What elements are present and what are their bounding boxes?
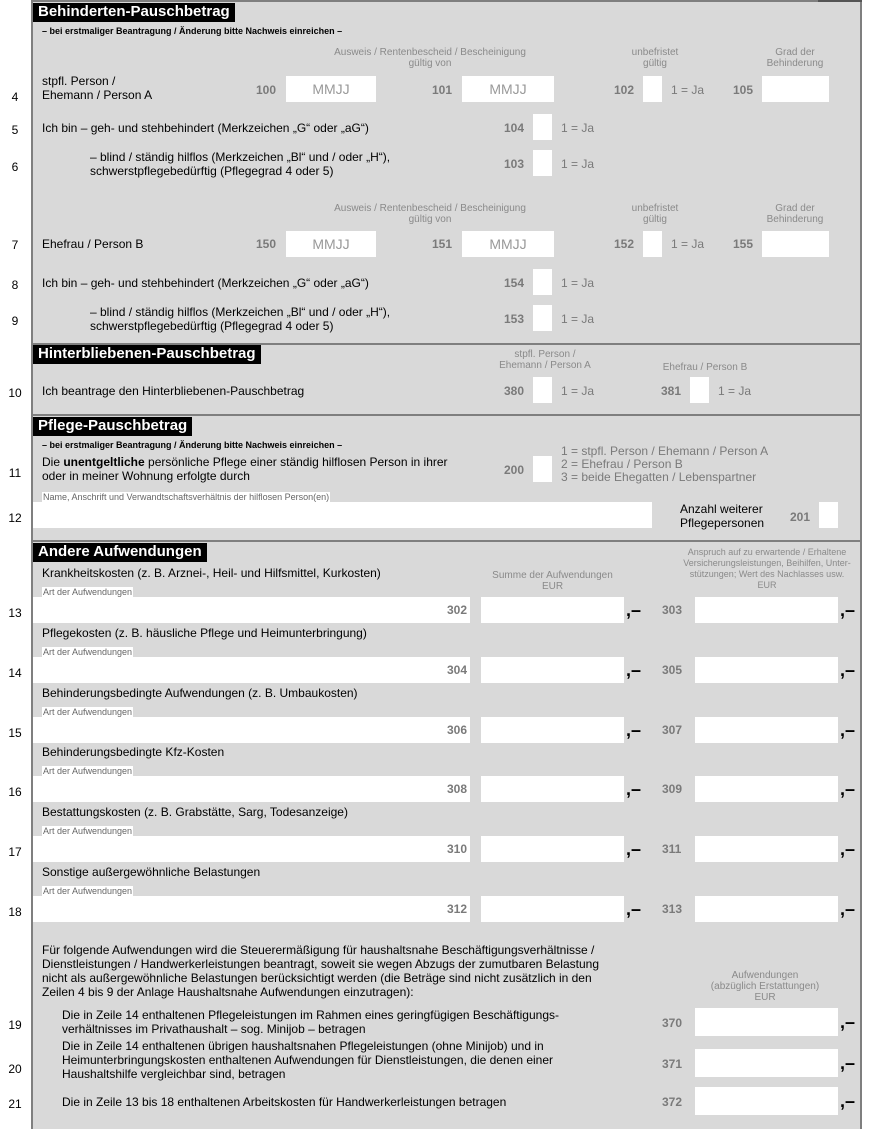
top-border	[31, 0, 862, 2]
line-number: 7	[11, 238, 19, 252]
col-header-grad-b: Grad der Behinderung	[766, 203, 824, 225]
row-label-minijob: Die in Zeile 14 enthaltenen Pflegeleistungen im Rahmen eines geringfügigen Beschäftigungs- verhältnisses im Privathaushalt – sog. Minijob – betragen	[62, 1008, 559, 1036]
valid-until-input-b[interactable]: MMJJ	[462, 231, 554, 257]
row-label-pflege: Die unentgeltliche persönliche Pflege einer ständig hilflosen Person in ihrer	[42, 455, 448, 469]
anspruch-amount-input[interactable]	[695, 657, 838, 683]
summe-amount-input[interactable]	[481, 597, 624, 623]
line-number: 16	[8, 785, 22, 799]
line-number: 18	[8, 905, 22, 919]
valid-from-input-b[interactable]: MMJJ	[286, 231, 376, 257]
cents-mark: ,–	[840, 720, 856, 740]
field-code: 105	[733, 83, 754, 97]
field-code: 381	[661, 384, 682, 398]
field-label-art: Art der Aufwendungen	[43, 647, 133, 657]
valid-until-input-a[interactable]: MMJJ	[462, 76, 554, 102]
unlimited-checkbox-b[interactable]	[643, 231, 662, 257]
line-number: 12	[8, 511, 22, 525]
cents-mark: ,–	[840, 1091, 856, 1111]
field-code: 103	[504, 157, 525, 171]
row-label-pflegeleistungen: Die in Zeile 14 enthaltenen übrigen haushaltsnahen Pflegeleistungen (ohne Minijob) und in Heimunterbringungskosten enthaltenen Aufwendungen für Dienstleistungen, die denen einer Haushaltshilfe vergleichbar sind, betragen	[62, 1039, 554, 1081]
summe-amount-input[interactable]	[481, 657, 624, 683]
line-number: 19	[8, 1018, 22, 1032]
field-label-art: Art der Aufwendungen	[43, 766, 133, 776]
anspruch-amount-input[interactable]	[695, 896, 838, 922]
field-code: 102	[614, 83, 635, 97]
ja-hint: 1 = Ja	[671, 237, 705, 251]
summe-amount-input[interactable]	[481, 717, 624, 743]
cents-mark: ,–	[840, 839, 856, 859]
section-divider	[31, 540, 862, 542]
col-header-anspruch: Anspruch auf zu erwartende / Erhaltene Versicherungsleistungen, Beihilfen, Unter- stützungen; Wert des Nachlasses usw. EUR	[683, 547, 851, 590]
top-border-mark	[818, 0, 862, 2]
cents-mark: ,–	[840, 899, 856, 919]
art-der-aufwendungen-input[interactable]	[33, 657, 470, 683]
cost-row-label: Pflegekosten (z. B. häusliche Pflege und Heimunterbringung)	[42, 626, 367, 640]
field-code: 309	[662, 782, 683, 796]
geh-steh-checkbox-b[interactable]	[533, 269, 552, 295]
disability-degree-input-b[interactable]	[762, 231, 829, 257]
art-der-aufwendungen-input[interactable]	[33, 896, 470, 922]
pflege-person-input[interactable]	[533, 456, 552, 482]
cents-mark: ,–	[626, 779, 642, 799]
cents-mark: ,–	[626, 600, 642, 620]
row-label-geh-steh-a: Ich bin – geh- und stehbehindert (Merkzeichen „G“ oder „aG“)	[42, 121, 369, 135]
row-label-handwerker: Die in Zeile 13 bis 18 enthaltenen Arbeitskosten für Handwerkerleistungen betragen	[62, 1095, 507, 1109]
field-code: 303	[662, 603, 683, 617]
field-code: 371	[662, 1057, 683, 1071]
col-header-aufwendungen: Aufwendungen (abzüglich Erstattungen) EUR	[710, 970, 820, 1003]
cents-mark: ,–	[840, 660, 856, 680]
field-code: 305	[662, 663, 683, 677]
col-header-gueltig-von-b: Ausweis / Rentenbescheid / Bescheinigung gültig von	[334, 203, 526, 225]
disability-degree-input-a[interactable]	[762, 76, 829, 102]
anspruch-amount-input[interactable]	[695, 717, 838, 743]
cents-mark: ,–	[840, 779, 856, 799]
cost-row-label: Krankheitskosten (z. B. Arznei-, Heil- und Hilfsmittel, Kurkosten)	[42, 566, 381, 580]
line-number: 21	[8, 1097, 22, 1111]
col-header-grad: Grad der Behinderung	[766, 47, 824, 69]
field-label-art: Art der Aufwendungen	[43, 886, 133, 896]
field-code: 200	[504, 463, 525, 477]
ja-hint: 1 = Ja	[561, 121, 595, 135]
field-label-art: Art der Aufwendungen	[43, 587, 133, 597]
ja-hint: 1 = Ja	[561, 157, 595, 171]
ja-hint: 1 = Ja	[561, 276, 595, 290]
section-title-hinterbliebenen: Hinterbliebenen-Pauschbetrag	[33, 345, 261, 364]
col-header-stpfl: stpfl. Person / Ehemann / Person A	[499, 349, 591, 371]
cents-mark: ,–	[840, 1012, 856, 1032]
field-code: 308	[447, 782, 468, 796]
field-code: 311	[662, 842, 682, 856]
pflegeleistungen-amount-input[interactable]	[695, 1049, 838, 1077]
field-code: 101	[432, 83, 453, 97]
line-number: 5	[11, 123, 19, 137]
cents-mark: ,–	[626, 720, 642, 740]
minijob-amount-input[interactable]	[695, 1008, 838, 1036]
col-header-gueltig-von: Ausweis / Rentenbescheid / Bescheinigung gültig von	[334, 47, 526, 69]
section-title-pflege: Pflege-Pauschbetrag	[33, 417, 192, 436]
section-subtitle-behinderten: – bei erstmaliger Beantragung / Änderung bitte Nachweis einreichen –	[42, 26, 343, 36]
row-label-pflege-line2: oder in meiner Wohnung erfolgte durch	[42, 469, 250, 483]
weitere-pflegepersonen-input[interactable]	[819, 502, 838, 528]
section-subtitle-pflege: – bei erstmaliger Beantragung / Änderung bitte Nachweis einreichen –	[42, 440, 343, 450]
field-code: 302	[447, 603, 468, 617]
line-number: 20	[8, 1062, 22, 1076]
cents-mark: ,–	[626, 899, 642, 919]
field-code: 370	[662, 1016, 683, 1030]
ja-hint: 1 = Ja	[561, 384, 595, 398]
field-code: 313	[662, 902, 683, 916]
anspruch-amount-input[interactable]	[695, 836, 838, 862]
field-code: 151	[432, 237, 453, 251]
anspruch-amount-input[interactable]	[695, 776, 838, 802]
cost-row-label: Behinderungsbedingte Aufwendungen (z. B. Umbaukosten)	[42, 686, 358, 700]
cents-mark: ,–	[840, 1053, 856, 1073]
line-number: 11	[8, 466, 22, 480]
field-code: 153	[504, 312, 525, 326]
row-label-person-b: Ehefrau / Person B	[42, 237, 144, 251]
hinterbliebenen-checkbox-b[interactable]	[690, 377, 709, 403]
field-code: 100	[256, 83, 277, 97]
ja-hint: 1 = Ja	[718, 384, 752, 398]
cost-row-label: Behinderungsbedingte Kfz-Kosten	[42, 745, 225, 759]
field-code: 150	[256, 237, 277, 251]
line-number: 17	[8, 845, 22, 859]
cents-mark: ,–	[626, 660, 642, 680]
line-number: 4	[11, 90, 19, 104]
cents-mark: ,–	[840, 600, 856, 620]
intro-text: Für folgende Aufwendungen wird die Steuerermäßigung für haushaltsnahe Beschäftigungsverhältnisse / Dienstleistungen / Handwerkerleistungen beantragt, soweit sie wegen Abzugs der zumutbaren Belastung nicht als außergewöhnliche Belastungen berücksichtigt werden (die Beträge sind nicht zusätzlich in den Zeilen 4 bis 9 der Anlage Haushaltsnahe Aufwendungen einzutragen):	[42, 943, 600, 999]
summe-amount-input[interactable]	[481, 836, 624, 862]
art-der-aufwendungen-input[interactable]	[33, 597, 470, 623]
col-header-unbefristet-b: unbefristet gültig	[631, 203, 679, 225]
row-label-hinterbliebenen: Ich beantrage den Hinterbliebenen-Pauschbetrag	[42, 384, 305, 398]
field-code: 306	[447, 723, 468, 737]
valid-from-input-a[interactable]: MMJJ	[286, 76, 376, 102]
geh-steh-checkbox-a[interactable]	[533, 114, 552, 140]
handwerker-amount-input[interactable]	[695, 1087, 838, 1115]
section-title-andere: Andere Aufwendungen	[33, 543, 207, 562]
line-number: 9	[11, 314, 19, 328]
field-code: 312	[447, 902, 468, 916]
row-label-blind-a: – blind / ständig hilflos (Merkzeichen „Bl“ und / oder „H“), schwerstpflegebedürftig (Pflegegrad 4 oder 5)	[90, 150, 391, 178]
row-label-geh-steh-b: Ich bin – geh- und stehbehindert (Merkzeichen „G“ oder „aG“)	[42, 276, 369, 290]
blind-checkbox-a[interactable]	[533, 150, 552, 176]
field-label-hilflose-person: Name, Anschrift und Verwandtschaftsverhältnis der hilflosen Person(en)	[43, 492, 330, 502]
ja-hint: 1 = Ja	[561, 312, 595, 326]
art-der-aufwendungen-input[interactable]	[33, 717, 470, 743]
field-label-art: Art der Aufwendungen	[43, 826, 133, 836]
field-code: 201	[790, 510, 811, 524]
col-header-unbefristet: unbefristet gültig	[631, 47, 679, 69]
ja-hint: 1 = Ja	[671, 83, 705, 97]
summe-amount-input[interactable]	[481, 896, 624, 922]
col-header-ehefrau: Ehefrau / Person B	[662, 362, 748, 373]
line-number: 13	[8, 606, 22, 620]
line-number: 6	[11, 160, 19, 174]
field-code: 372	[662, 1095, 683, 1109]
section-divider	[31, 414, 862, 416]
section-title-behinderten: Behinderten-Pauschbetrag	[33, 3, 235, 22]
blind-checkbox-b[interactable]	[533, 305, 552, 331]
field-code: 310	[447, 842, 468, 856]
pflege-options: 1 = stpfl. Person / Ehemann / Person A 2 = Ehefrau / Person B 3 = beide Ehegatten / Lebenspartner	[561, 444, 769, 484]
line-number: 15	[8, 726, 22, 740]
cost-row-label: Sonstige außergewöhnliche Belastungen	[42, 865, 261, 879]
row-label-person-a: stpfl. Person / Ehemann / Person A	[42, 74, 153, 102]
hinterbliebenen-checkbox-a[interactable]	[533, 377, 552, 403]
art-der-aufwendungen-input[interactable]	[33, 776, 470, 802]
field-code: 380	[504, 384, 525, 398]
row-label-blind-b: – blind / ständig hilflos (Merkzeichen „Bl“ und / oder „H“), schwerstpflegebedürftig (Pflegegrad 4 oder 5)	[90, 305, 391, 333]
field-code: 307	[662, 723, 683, 737]
field-code: 152	[614, 237, 635, 251]
line-number: 14	[8, 666, 22, 680]
cost-row-label: Bestattungskosten (z. B. Grabstätte, Sarg, Todesanzeige)	[42, 805, 348, 819]
line-number: 10	[8, 386, 22, 400]
cents-mark: ,–	[626, 839, 642, 859]
field-code: 154	[504, 276, 525, 290]
row-label-weitere-pflegepersonen: Anzahl weiterer Pflegepersonen	[680, 502, 765, 530]
field-code: 155	[733, 237, 754, 251]
col-header-summe: Summe der Aufwendungen EUR	[492, 570, 613, 592]
field-code: 304	[447, 663, 468, 677]
art-der-aufwendungen-input[interactable]	[33, 836, 470, 862]
hilflose-person-input[interactable]	[33, 502, 652, 528]
field-code: 104	[504, 121, 525, 135]
summe-amount-input[interactable]	[481, 776, 624, 802]
anspruch-amount-input[interactable]	[695, 597, 838, 623]
unlimited-checkbox-a[interactable]	[643, 76, 662, 102]
field-label-art: Art der Aufwendungen	[43, 707, 133, 717]
line-number: 8	[11, 278, 19, 292]
